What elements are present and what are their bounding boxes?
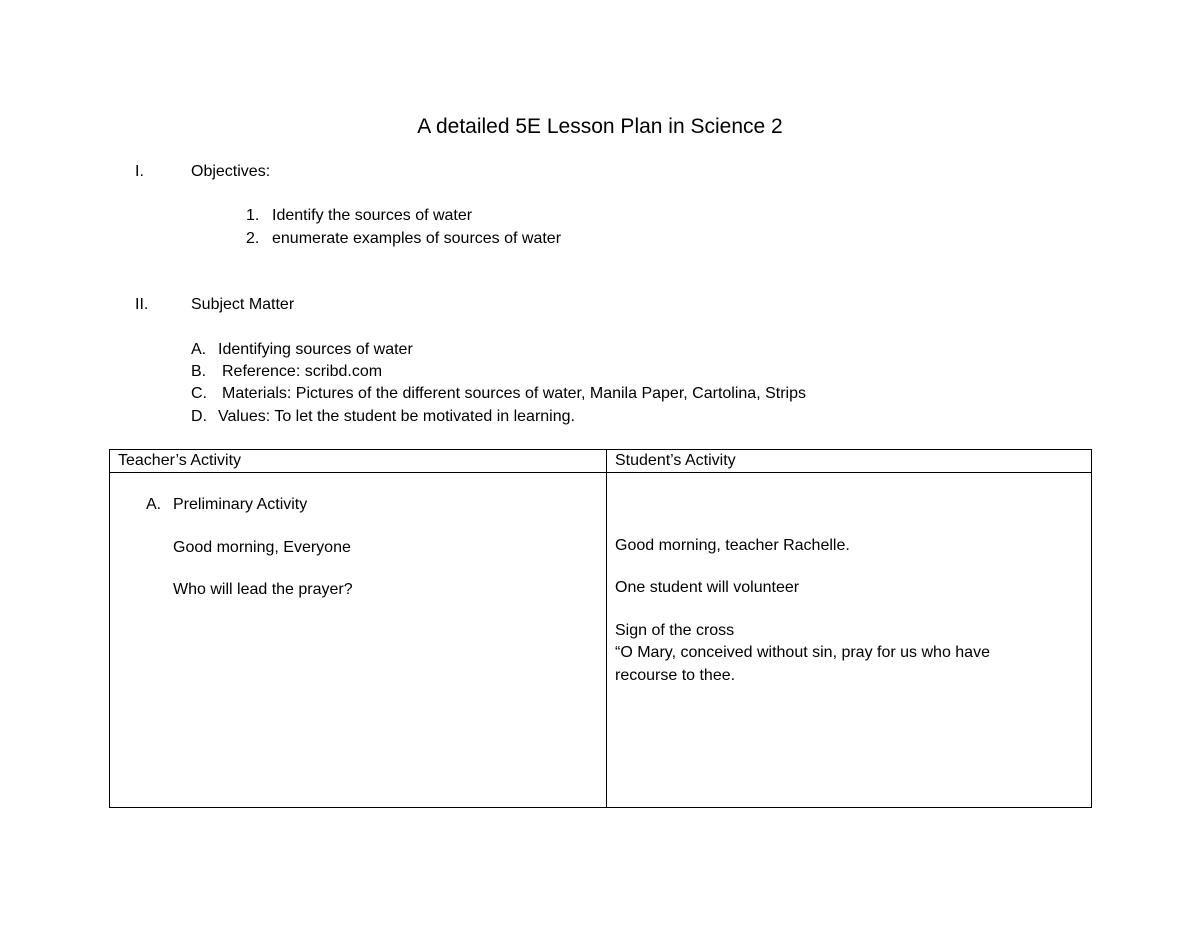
teacher-activity-cell [110, 473, 607, 808]
student-header-cell [607, 450, 1092, 473]
subject-matter-marker: B. [191, 363, 207, 380]
student-line: One student will volunteer [615, 579, 800, 596]
preliminary-activity-title: Preliminary Activity [173, 496, 308, 513]
teacher-line: Who will lead the prayer? [173, 581, 353, 598]
student-line: Good morning, teacher Rachelle. [615, 537, 850, 554]
table-header-row [110, 450, 1092, 473]
teacher-activity-header: Teacher’s Activity [118, 452, 242, 469]
student-line: “O Mary, conceived without sin, pray for us who have [615, 644, 990, 661]
activity-table [109, 449, 1092, 808]
subject-matter-heading: Subject Matter [191, 296, 295, 313]
student-activity-cell [607, 473, 1092, 808]
objectives-heading: Objectives: [191, 163, 271, 180]
teacher-header-cell [110, 450, 607, 473]
preliminary-marker: A. [146, 496, 162, 513]
student-line: recourse to thee. [615, 667, 736, 684]
page-title: A detailed 5E Lesson Plan in Science 2 [417, 115, 783, 138]
objectives-numeral: I. [135, 163, 144, 180]
teacher-line: Good morning, Everyone [173, 539, 351, 556]
student-line: Sign of the cross [615, 622, 735, 639]
table-row [110, 473, 1092, 808]
subject-matter-numeral: II. [135, 296, 149, 313]
objective-item: enumerate examples of sources of water [272, 230, 562, 247]
subject-matter-item: Materials: Pictures of the different sources of water, Manila Paper, Cartolina, Strips [222, 385, 806, 402]
objective-item: Identify the sources of water [272, 207, 473, 224]
subject-matter-marker: A. [191, 341, 207, 358]
objective-marker: 1. [246, 207, 260, 224]
subject-matter-item: Identifying sources of water [218, 341, 413, 358]
subject-matter-marker: C. [191, 385, 207, 402]
subject-matter-marker: D. [191, 408, 207, 425]
subject-matter-item: Values: To let the student be motivated in learning. [218, 408, 575, 425]
student-activity-header: Student’s Activity [615, 452, 736, 469]
objective-marker: 2. [246, 230, 260, 247]
subject-matter-item: Reference: scribd.com [222, 363, 383, 380]
